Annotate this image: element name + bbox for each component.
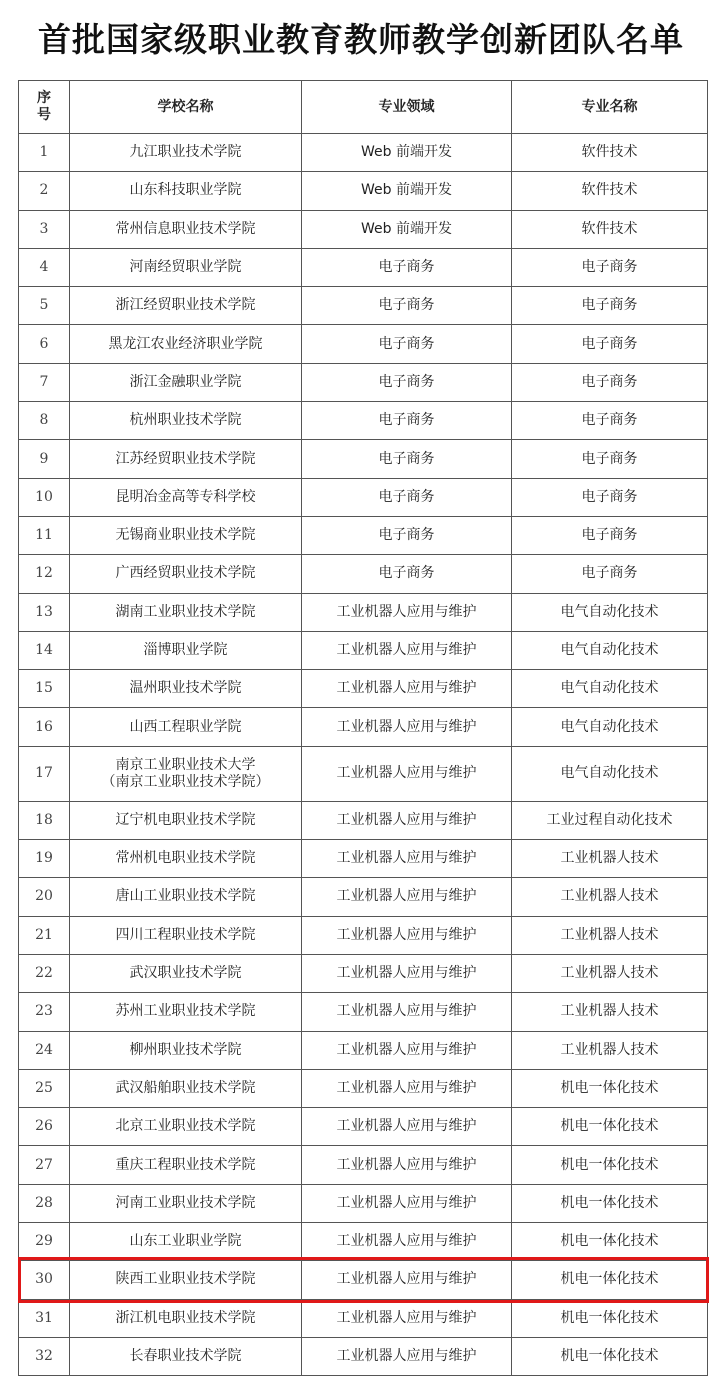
cell-index: 15 — [19, 670, 70, 708]
cell-major: 工业机器人技术 — [512, 993, 708, 1031]
cell-school: 武汉船舶职业技术学院 — [70, 1069, 302, 1107]
table-row — [19, 593, 708, 631]
cell-index: 17 — [19, 746, 70, 801]
cell-school: 四川工程职业技术学院 — [70, 916, 302, 954]
cell-school: 辽宁机电职业技术学院 — [70, 801, 302, 839]
cell-index: 18 — [19, 801, 70, 839]
cell-index: 3 — [19, 210, 70, 248]
cell-school: 长春职业技术学院 — [70, 1337, 302, 1375]
cell-major: 工业机器人技术 — [512, 878, 708, 916]
cell-index: 24 — [19, 1031, 70, 1069]
cell-school: 北京工业职业技术学院 — [70, 1108, 302, 1146]
table-row — [19, 746, 708, 801]
cell-school: 山东工业职业学院 — [70, 1223, 302, 1261]
cell-major: 机电一体化技术 — [512, 1146, 708, 1184]
cell-school: 浙江机电职业技术学院 — [70, 1299, 302, 1337]
cell-field: 工业机器人应用与维护 — [302, 916, 512, 954]
cell-major: 软件技术 — [512, 134, 708, 172]
cell-school: 九江职业技术学院 — [70, 134, 302, 172]
cell-field: 工业机器人应用与维护 — [302, 1031, 512, 1069]
cell-school: 淄博职业学院 — [70, 631, 302, 669]
table-row — [19, 670, 708, 708]
team-roster-table — [18, 80, 708, 1376]
cell-major: 电子商务 — [512, 555, 708, 593]
cell-school: 河南经贸职业学院 — [70, 248, 302, 286]
table-row — [19, 1031, 708, 1069]
cell-major: 机电一体化技术 — [512, 1299, 708, 1337]
cell-school: 广西经贸职业技术学院 — [70, 555, 302, 593]
cell-major: 工业机器人技术 — [512, 954, 708, 992]
cell-index: 2 — [19, 172, 70, 210]
cell-field: 工业机器人应用与维护 — [302, 1261, 512, 1299]
cell-school: 常州机电职业技术学院 — [70, 840, 302, 878]
cell-major: 机电一体化技术 — [512, 1184, 708, 1222]
cell-major: 电子商务 — [512, 440, 708, 478]
table-row — [19, 1146, 708, 1184]
cell-field: 电子商务 — [302, 478, 512, 516]
cell-index: 30 — [19, 1261, 70, 1299]
cell-school: 浙江金融职业学院 — [70, 363, 302, 401]
cell-major: 工业过程自动化技术 — [512, 801, 708, 839]
table-row — [19, 801, 708, 839]
cell-major: 电子商务 — [512, 287, 708, 325]
cell-index: 13 — [19, 593, 70, 631]
table-row — [19, 878, 708, 916]
cell-school — [70, 746, 302, 801]
cell-field: 电子商务 — [302, 363, 512, 401]
table-row — [19, 1299, 708, 1337]
cell-index: 14 — [19, 631, 70, 669]
cell-major: 工业机器人技术 — [512, 1031, 708, 1069]
cell-field: 工业机器人应用与维护 — [302, 670, 512, 708]
cell-field: 电子商务 — [302, 440, 512, 478]
cell-index: 4 — [19, 248, 70, 286]
cell-index: 11 — [19, 516, 70, 554]
cell-major: 软件技术 — [512, 210, 708, 248]
cell-field: 工业机器人应用与维护 — [302, 954, 512, 992]
cell-major: 机电一体化技术 — [512, 1223, 708, 1261]
cell-school: 江苏经贸职业技术学院 — [70, 440, 302, 478]
cell-field: Web 前端开发 — [302, 134, 512, 172]
table-row — [19, 1261, 708, 1299]
cell-index: 20 — [19, 878, 70, 916]
cell-major: 机电一体化技术 — [512, 1337, 708, 1375]
cell-school: 武汉职业技术学院 — [70, 954, 302, 992]
cell-school: 无锡商业职业技术学院 — [70, 516, 302, 554]
cell-school: 杭州职业技术学院 — [70, 402, 302, 440]
table-row — [19, 631, 708, 669]
cell-field: 电子商务 — [302, 555, 512, 593]
cell-field: 工业机器人应用与维护 — [302, 593, 512, 631]
cell-index: 16 — [19, 708, 70, 746]
cell-field: 电子商务 — [302, 402, 512, 440]
page-title: 首批国家级职业教育教师教学创新团队名单 — [38, 20, 684, 59]
cell-index: 29 — [19, 1223, 70, 1261]
table-body — [19, 134, 708, 1376]
cell-index: 23 — [19, 993, 70, 1031]
table-row — [19, 555, 708, 593]
cell-index: 26 — [19, 1108, 70, 1146]
cell-field: 工业机器人应用与维护 — [302, 708, 512, 746]
cell-major: 电子商务 — [512, 402, 708, 440]
cell-field: 工业机器人应用与维护 — [302, 746, 512, 801]
table-row — [19, 363, 708, 401]
cell-field: 电子商务 — [302, 516, 512, 554]
cell-index: 12 — [19, 555, 70, 593]
table-row — [19, 1223, 708, 1261]
column-header-index — [19, 81, 70, 134]
cell-field: 工业机器人应用与维护 — [302, 1299, 512, 1337]
table-row — [19, 248, 708, 286]
school-name-line2: （南京工业职业技术学院） — [101, 773, 270, 790]
cell-index: 22 — [19, 954, 70, 992]
cell-field: 电子商务 — [302, 248, 512, 286]
cell-major: 电子商务 — [512, 516, 708, 554]
index-header-line2: 号 — [37, 107, 51, 123]
cell-field: 工业机器人应用与维护 — [302, 1337, 512, 1375]
cell-school: 山西工程职业学院 — [70, 708, 302, 746]
table-row — [19, 1337, 708, 1375]
cell-school: 湖南工业职业技术学院 — [70, 593, 302, 631]
table-row — [19, 134, 708, 172]
cell-field: 工业机器人应用与维护 — [302, 1108, 512, 1146]
cell-field: 工业机器人应用与维护 — [302, 1146, 512, 1184]
cell-major: 电气自动化技术 — [512, 746, 708, 801]
cell-major: 电子商务 — [512, 363, 708, 401]
column-header-school: 学校名称 — [70, 81, 302, 134]
school-name-line1: 南京工业职业技术大学 — [115, 756, 256, 773]
table-row — [19, 516, 708, 554]
cell-major: 机电一体化技术 — [512, 1108, 708, 1146]
cell-major: 工业机器人技术 — [512, 840, 708, 878]
table-row — [19, 708, 708, 746]
table-row — [19, 1069, 708, 1107]
cell-major: 电气自动化技术 — [512, 631, 708, 669]
cell-field: 工业机器人应用与维护 — [302, 801, 512, 839]
cell-school: 昆明冶金高等专科学校 — [70, 478, 302, 516]
cell-index: 21 — [19, 916, 70, 954]
cell-major: 电子商务 — [512, 478, 708, 516]
cell-index: 7 — [19, 363, 70, 401]
cell-major: 机电一体化技术 — [512, 1261, 708, 1299]
cell-field: 工业机器人应用与维护 — [302, 631, 512, 669]
cell-field: Web 前端开发 — [302, 210, 512, 248]
cell-school: 苏州工业职业技术学院 — [70, 993, 302, 1031]
cell-field: 电子商务 — [302, 287, 512, 325]
cell-school: 陕西工业职业技术学院 — [70, 1261, 302, 1299]
cell-school: 浙江经贸职业技术学院 — [70, 287, 302, 325]
cell-field: 工业机器人应用与维护 — [302, 1069, 512, 1107]
cell-major: 电子商务 — [512, 325, 708, 363]
cell-school: 常州信息职业技术学院 — [70, 210, 302, 248]
cell-field: 电子商务 — [302, 325, 512, 363]
cell-index: 5 — [19, 287, 70, 325]
table-row — [19, 440, 708, 478]
table-row — [19, 210, 708, 248]
cell-school: 柳州职业技术学院 — [70, 1031, 302, 1069]
cell-school: 河南工业职业技术学院 — [70, 1184, 302, 1222]
cell-field: 工业机器人应用与维护 — [302, 993, 512, 1031]
cell-major: 软件技术 — [512, 172, 708, 210]
cell-index: 27 — [19, 1146, 70, 1184]
cell-index: 25 — [19, 1069, 70, 1107]
cell-school: 黑龙江农业经济职业学院 — [70, 325, 302, 363]
table-row — [19, 402, 708, 440]
cell-major: 电子商务 — [512, 248, 708, 286]
index-header-line1: 序 — [37, 90, 51, 106]
table-row — [19, 954, 708, 992]
cell-school: 重庆工程职业技术学院 — [70, 1146, 302, 1184]
cell-field: 工业机器人应用与维护 — [302, 1184, 512, 1222]
cell-major: 工业机器人技术 — [512, 916, 708, 954]
cell-field: 工业机器人应用与维护 — [302, 1223, 512, 1261]
cell-index: 10 — [19, 478, 70, 516]
table-row — [19, 478, 708, 516]
table-row — [19, 840, 708, 878]
column-header-major: 专业名称 — [512, 81, 708, 134]
cell-index: 32 — [19, 1337, 70, 1375]
cell-school: 温州职业技术学院 — [70, 670, 302, 708]
cell-index: 28 — [19, 1184, 70, 1222]
table-row — [19, 172, 708, 210]
cell-index: 9 — [19, 440, 70, 478]
cell-major: 电气自动化技术 — [512, 708, 708, 746]
cell-school: 唐山工业职业技术学院 — [70, 878, 302, 916]
cell-index: 31 — [19, 1299, 70, 1337]
table-row — [19, 916, 708, 954]
cell-school: 山东科技职业学院 — [70, 172, 302, 210]
cell-field: 工业机器人应用与维护 — [302, 840, 512, 878]
cell-index: 6 — [19, 325, 70, 363]
cell-field: Web 前端开发 — [302, 172, 512, 210]
cell-major: 电气自动化技术 — [512, 593, 708, 631]
table-row — [19, 1108, 708, 1146]
cell-major: 机电一体化技术 — [512, 1069, 708, 1107]
table-row — [19, 287, 708, 325]
cell-index: 1 — [19, 134, 70, 172]
cell-index: 19 — [19, 840, 70, 878]
table-header-row — [19, 81, 708, 134]
cell-field: 工业机器人应用与维护 — [302, 878, 512, 916]
table-row — [19, 1184, 708, 1222]
cell-index: 8 — [19, 402, 70, 440]
cell-major: 电气自动化技术 — [512, 670, 708, 708]
column-header-field: 专业领域 — [302, 81, 512, 134]
table-row — [19, 993, 708, 1031]
table-row — [19, 325, 708, 363]
